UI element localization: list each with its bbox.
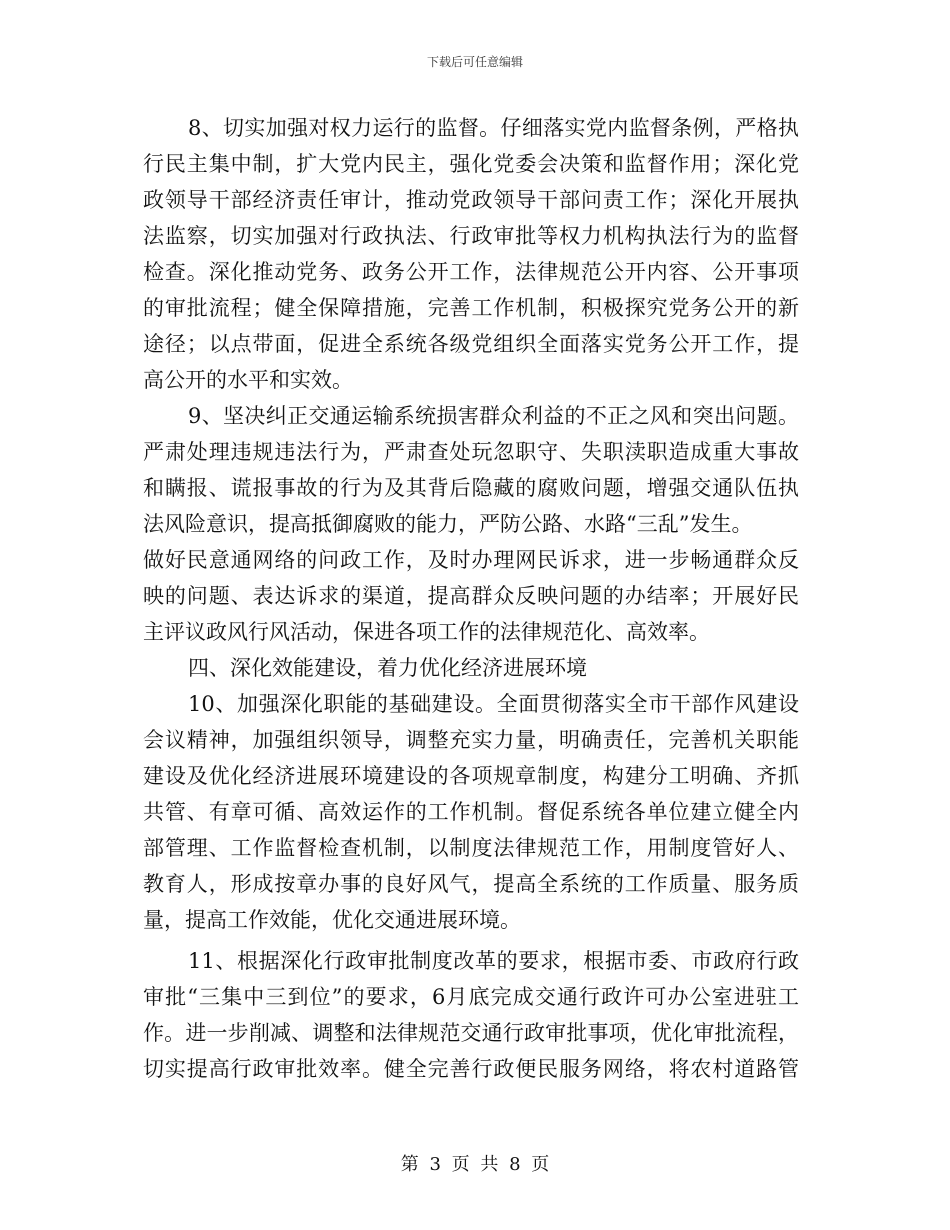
text-line: 量，提高工作效能，优化交通进展环境。 [143,908,521,932]
page-number-indicator: 第 3 页 共 8 页 [400,1154,550,1175]
text-line: 法监察，切实加强对行政执法、行政审批等权力机构执法行为的监督 [143,224,799,248]
text-line: 10、加强深化职能的基础建设。全面贯彻落实全市干部作风建设 [188,692,799,716]
section-heading-text: 四、深化效能建设，着力优化经济进展环境 [188,656,587,680]
text-line: 切实提高行政审批效率。健全完善行政便民服务网络，将农村道路管 [143,1057,799,1081]
paragraph-item-8 [143,110,799,398]
page-header-note: 下载后可任意编辑 [426,55,523,69]
text-line: 作。进一步削减、调整和法律规范交通行政审批事项，优化审批流程， [143,1021,799,1045]
paragraph-item-9 [143,398,799,650]
text-line: 8、切实加强对权力运行的监督。仔细落实党内监督条例，严格执 [188,116,799,140]
text-line: 行民主集中制，扩大党内民主，强化党委会决策和监督作用；深化党 [143,152,799,176]
text-line: 高公开的水平和实效。 [143,368,353,392]
paragraph-item-10 [143,686,799,938]
text-line: 的审批流程；健全保障措施，完善工作机制，积极探究党务公开的新 [143,296,799,320]
text-line: 教育人，形成按章办事的良好风气，提高全系统的工作质量、服务质 [143,872,799,896]
text-line: 映的问题、表达诉求的渠道，提高群众反映问题的办结率；开展好民 [143,584,799,608]
text-line: 做好民意通网络的问政工作，及时办理网民诉求，进一步畅通群众反 [143,548,799,572]
text-line: 会议精神，加强组织领导，调整充实力量，明确责任，完善机关职能 [143,728,799,752]
text-line: 共管、有章可循、高效运作的工作机制。督促系统各单位建立健全内 [143,800,799,824]
text-line: 9、坚决纠正交通运输系统损害群众利益的不正之风和突出问题。 [188,404,799,428]
text-line: 严肃处理违规违法行为，严肃查处玩忽职守、失职渎职造成重大事故 [143,440,799,464]
text-line: 11、根据深化行政审批制度改革的要求，根据市委、市政府行政 [188,949,799,973]
document-body [143,110,799,1087]
text-line: 法风险意识，提高抵御腐败的能力，严防公路、水路“三乱”发生。 [143,512,753,536]
section-heading [143,650,799,686]
paragraph-item-11 [143,943,799,1087]
text-line: 建设及优化经济进展环境建设的各项规章制度，构建分工明确、齐抓 [143,764,799,788]
text-line: 主评议政风行风活动，保进各项工作的法律规范化、高效率。 [143,620,710,644]
text-line: 和瞒报、谎报事故的行为及其背后隐藏的腐败问题，增强交通队伍执 [143,476,799,500]
text-line: 政领导干部经济责任审计，推动党政领导干部问责工作；深化开展执 [143,188,799,212]
text-line: 检查。深化推动党务、政务公开工作，法律规范公开内容、公开事项 [143,260,799,284]
text-line: 部管理、工作监督检查机制，以制度法律规范工作，用制度管好人、 [143,836,799,860]
text-line: 审批“三集中三到位”的要求，6月底完成交通行政许可办公室进驻工 [143,985,799,1009]
text-line: 途径；以点带面，促进全系统各级党组织全面落实党务公开工作，提 [143,332,799,356]
